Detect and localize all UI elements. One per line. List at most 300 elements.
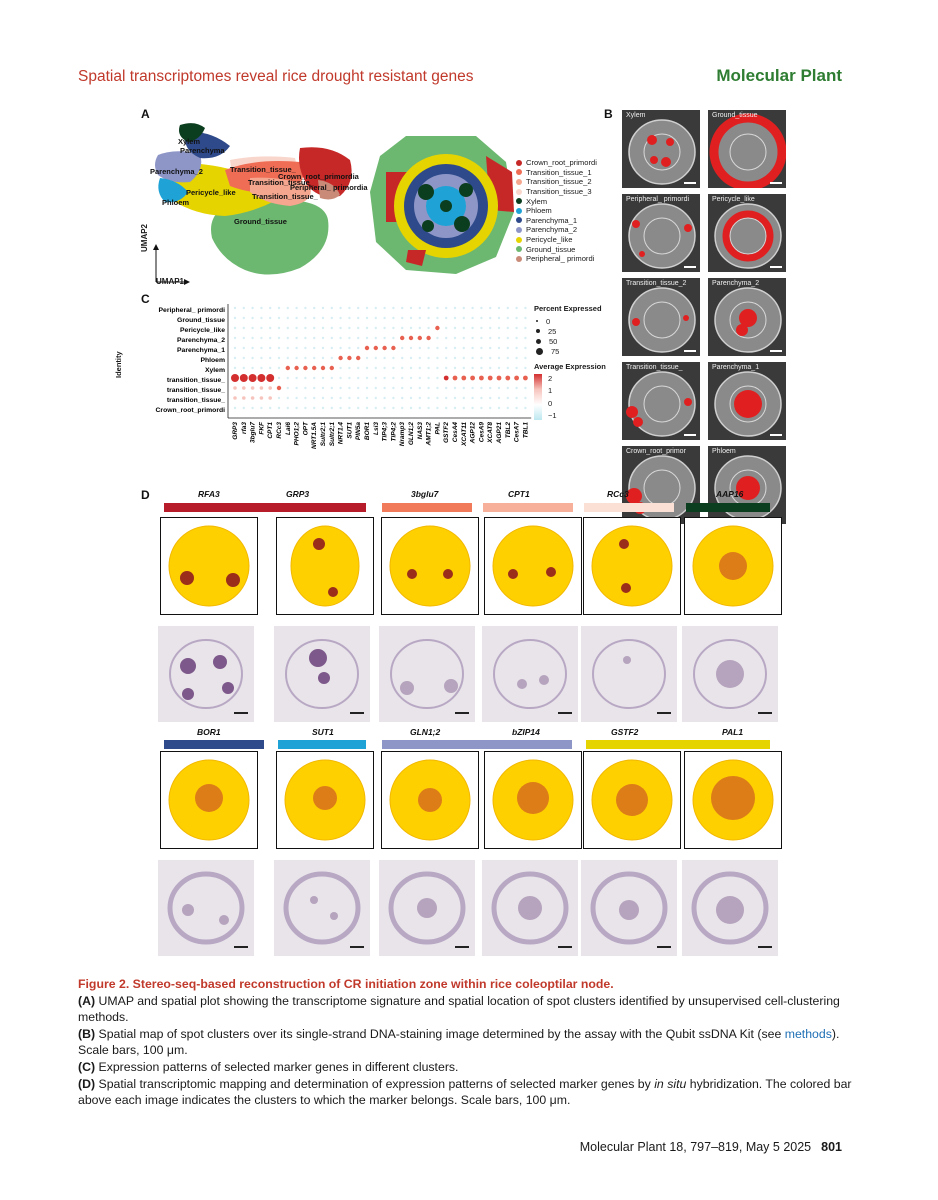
dotplot-dot xyxy=(348,387,350,389)
dotplot-dot xyxy=(418,336,422,340)
dotplot-dot xyxy=(322,347,324,349)
dotplot-dot xyxy=(427,397,429,399)
dotplot-dot xyxy=(304,387,306,389)
dotplot-dot xyxy=(243,367,245,369)
dotplot-dot xyxy=(257,374,265,382)
dotplot-dot xyxy=(445,347,447,349)
dotplot-dot xyxy=(471,397,473,399)
dotplot-dot xyxy=(471,317,473,319)
dotplot-dot xyxy=(497,376,502,381)
dotplot-dot xyxy=(515,337,517,339)
dotplot-row-label: Phloem xyxy=(200,357,225,364)
dotplot-dot xyxy=(365,346,369,350)
dotplot-dot xyxy=(366,317,368,319)
dotplot-dot xyxy=(313,377,315,379)
dotplot-dot xyxy=(463,307,465,309)
dotplot-gene-label: NRT1.4 xyxy=(337,422,345,445)
dotplot-dot xyxy=(322,357,324,359)
legend-swatch xyxy=(516,237,522,243)
dotplot-dot xyxy=(251,396,255,400)
umap-label-ground: Ground_tissue xyxy=(234,217,287,226)
dotplot-dot xyxy=(401,367,403,369)
scale-bar xyxy=(684,350,696,352)
dotplot-dot xyxy=(278,367,280,369)
color-legend-title: Average Expression xyxy=(534,362,606,371)
spatial-expression-map xyxy=(381,751,479,849)
overlay-tile-label: Crown_root_primor xyxy=(626,448,686,455)
dotplot-dot xyxy=(427,347,429,349)
dotplot-dot xyxy=(524,357,526,359)
dotplot-dot xyxy=(339,407,341,409)
dotplot-dot xyxy=(471,347,473,349)
legend-item xyxy=(516,216,616,226)
dotplot-dot xyxy=(357,367,359,369)
in-situ-hybridization-image xyxy=(482,860,578,956)
dotplot-dot xyxy=(436,367,438,369)
legend-label: Phloem xyxy=(526,206,552,216)
legend-label: Xylem xyxy=(526,196,548,206)
size-dot-0 xyxy=(536,320,538,322)
scale-bar xyxy=(684,182,696,184)
dotplot-dot xyxy=(313,397,315,399)
caption-c: (C) Expression patterns of selected marker genes in different clusters. xyxy=(78,1060,459,1075)
dotplot-dot xyxy=(392,337,394,339)
dotplot-dot xyxy=(251,347,253,349)
dotplot-dot xyxy=(480,347,482,349)
dotplot-dot xyxy=(410,407,412,409)
dotplot-dot xyxy=(303,366,307,370)
dotplot-dot xyxy=(401,387,403,389)
dotplot-gene-label: BOR1 xyxy=(364,422,371,441)
dotplot-dot xyxy=(454,327,456,329)
overlay-image xyxy=(708,446,786,524)
cluster-legend xyxy=(516,158,616,264)
cluster-overlay-tile xyxy=(708,194,786,272)
dotplot-dot xyxy=(278,307,280,309)
dotplot-dot xyxy=(505,376,510,381)
dotplot-dot xyxy=(357,397,359,399)
legend-label: Parenchyma_2 xyxy=(526,225,578,235)
dotplot-dot xyxy=(419,367,421,369)
dotplot-dot xyxy=(313,407,315,409)
dotplot-gene-label: Sultr2;1 xyxy=(328,422,336,447)
dotplot-dot xyxy=(454,407,456,409)
dotplot-dot xyxy=(401,327,403,329)
dotplot-gene-label: TIP4;2 xyxy=(390,422,398,442)
dotplot-gene-label: Lsi3 xyxy=(372,422,380,436)
dotplot-dot xyxy=(445,357,447,359)
umap-label-parenchyma: Parenchyma xyxy=(180,146,225,155)
dotplot-dot xyxy=(383,307,385,309)
dotplot-dot xyxy=(278,317,280,319)
dotplot-dot xyxy=(375,307,377,309)
legend-label: Crown_root_primordi xyxy=(526,158,597,168)
scale-bar xyxy=(455,712,469,714)
dotplot-dot xyxy=(436,377,438,379)
dotplot-dot xyxy=(366,337,368,339)
legend-label: Peripheral_ primordi xyxy=(526,254,595,264)
dotplot-dot xyxy=(427,317,429,319)
dotplot-dot xyxy=(304,397,306,399)
dotplot-dot xyxy=(391,346,395,350)
dotplot-gene-label: CesA9 xyxy=(478,422,486,443)
overlay-tile-label: Parenchyma_2 xyxy=(712,280,760,287)
dotplot-dot xyxy=(498,317,500,319)
dotplot-dot xyxy=(445,397,447,399)
caption-title: Figure 2. Stereo-seq-based reconstruction of CR initiation zone within rice coleoptilar node. xyxy=(78,977,614,991)
dotplot-gene-label: Sultr2;1 xyxy=(320,422,327,447)
dotplot-dot xyxy=(507,397,509,399)
caption-d: (D) Spatial transcriptomic mapping and determination of expression patterns of selected marker genes by in situ hybridization. The colored bar above each image indicates the clusters to which the marker belongs. Scale bars, 100 μm. xyxy=(78,1077,852,1107)
dotplot-dot xyxy=(498,327,500,329)
cluster-color-bar xyxy=(278,740,366,749)
dotplot-dot xyxy=(348,407,350,409)
dotplot-dot xyxy=(251,327,253,329)
methods-link[interactable]: methods xyxy=(784,1027,832,1042)
dotplot-dot xyxy=(375,367,377,369)
dotplot-dot xyxy=(269,407,271,409)
dotplot-dot xyxy=(427,357,429,359)
dotplot-dot xyxy=(419,387,421,389)
spatial-expression-map xyxy=(276,751,374,849)
in-situ-hybridization-image xyxy=(379,626,475,722)
dotplot-dot xyxy=(454,307,456,309)
dotplot-dot xyxy=(524,307,526,309)
dotplot-dot xyxy=(419,327,421,329)
gene-label: CPT1 xyxy=(508,489,530,499)
dotplot-dot xyxy=(454,317,456,319)
legend-swatch xyxy=(516,217,522,223)
dotplot-dot xyxy=(287,377,289,379)
legend-swatch xyxy=(516,198,522,204)
dotplot-dot xyxy=(322,337,324,339)
dotplot-dot xyxy=(392,397,394,399)
dotplot-dot xyxy=(231,374,239,382)
gene-label: GSTF2 xyxy=(611,727,639,737)
dotplot-dot xyxy=(312,366,316,370)
legend-swatch xyxy=(516,169,522,175)
scale-bar xyxy=(758,712,772,714)
umap-label-xylem: Xylem xyxy=(178,137,201,146)
cluster-color-bar xyxy=(483,503,573,512)
dotplot-dot xyxy=(401,407,403,409)
dotplot-dot xyxy=(287,307,289,309)
dotplot-dot xyxy=(322,317,324,319)
dotplot-dot xyxy=(331,387,333,389)
dotplot-dot xyxy=(269,327,271,329)
dotplot-y-title: Identity xyxy=(114,351,123,378)
overlay-image xyxy=(708,278,786,356)
legend-label: Ground_tissue xyxy=(526,244,576,254)
dotplot-dot xyxy=(463,407,465,409)
dotplot-dot xyxy=(268,396,272,400)
dotplot-dot xyxy=(401,377,403,379)
gene-label: AAP16 xyxy=(716,489,744,499)
dotplot-dot xyxy=(295,317,297,319)
cluster-overlay-tile xyxy=(622,194,700,272)
dotplot-dot xyxy=(454,387,456,389)
dotplot-dot xyxy=(339,337,341,339)
scale-bar xyxy=(770,350,782,352)
dotplot-dot xyxy=(471,407,473,409)
overlay-image xyxy=(622,446,700,524)
dotplot-dot xyxy=(366,357,368,359)
dotplot-dot xyxy=(249,374,257,382)
dotplot-dot xyxy=(251,307,253,309)
dotplot-dot xyxy=(243,307,245,309)
dotplot-dot xyxy=(515,397,517,399)
dotplot-dot xyxy=(251,357,253,359)
dotplot-dot xyxy=(463,327,465,329)
dotplot-dot xyxy=(240,374,248,382)
dotplot-dot xyxy=(322,327,324,329)
legend-item xyxy=(516,254,616,264)
dotplot-dot xyxy=(304,327,306,329)
dotplot-dot xyxy=(489,397,491,399)
size-label-0: 0 xyxy=(546,316,551,326)
dotplot-gene-label: FKF xyxy=(258,422,266,435)
dotplot-dot xyxy=(331,357,333,359)
legend-item xyxy=(516,235,616,245)
overlay-image xyxy=(622,194,700,272)
dotplot-dot xyxy=(233,386,237,390)
dotplot-dot xyxy=(339,327,341,329)
size-dot-75 xyxy=(536,348,543,355)
dotplot-dot xyxy=(400,336,404,340)
dotplot-dot xyxy=(507,347,509,349)
dotplot-dot xyxy=(524,337,526,339)
dotplot-dot xyxy=(339,317,341,319)
in-situ-hybridization-image xyxy=(581,626,677,722)
overlay-image xyxy=(708,362,786,440)
dotplot-dot xyxy=(392,387,394,389)
dotplot-dot xyxy=(287,407,289,409)
dotplot-dot xyxy=(471,307,473,309)
color-label-neg1: −1 xyxy=(548,410,557,420)
dotplot-dot xyxy=(454,397,456,399)
dotplot-dot xyxy=(401,397,403,399)
marker-dotplot xyxy=(150,300,540,460)
size-label-50: 50 xyxy=(549,336,558,346)
legend-item xyxy=(516,168,616,178)
dotplot-dot xyxy=(383,317,385,319)
dotplot-dot xyxy=(498,407,500,409)
dotplot-dot xyxy=(313,387,315,389)
legend-swatch xyxy=(516,256,522,262)
overlay-image xyxy=(708,194,786,272)
dotplot-dot xyxy=(260,347,262,349)
dotplot-dot xyxy=(436,407,438,409)
dotplot-dot xyxy=(260,307,262,309)
dotplot-dot xyxy=(269,307,271,309)
running-title: Spatial transcriptomes reveal rice drought resistant genes xyxy=(78,68,474,85)
cluster-color-bar xyxy=(686,503,770,512)
dotplot-dot xyxy=(489,337,491,339)
dotplot-dot xyxy=(313,317,315,319)
dotplot-dot xyxy=(445,307,447,309)
dotplot-dot xyxy=(461,376,466,381)
overlay-tile-label: Parenchyma_1 xyxy=(712,364,760,371)
dotplot-dot xyxy=(234,307,236,309)
dotplot-dot xyxy=(489,317,491,319)
dotplot-dot xyxy=(498,357,500,359)
legend-swatch xyxy=(516,227,522,233)
gene-label: SUT1 xyxy=(312,727,334,737)
in-situ-hybridization-image xyxy=(682,626,778,722)
legend-item xyxy=(516,225,616,235)
dotplot-dot xyxy=(382,346,386,350)
dotplot-gene-label: rfa3 xyxy=(240,422,248,434)
dotplot-dot xyxy=(366,387,368,389)
dotplot-gene-label: GRP3 xyxy=(232,422,239,440)
dotplot-dot xyxy=(295,337,297,339)
dotplot-dot xyxy=(515,317,517,319)
dotplot-dot xyxy=(427,387,429,389)
dotplot-dot xyxy=(287,387,289,389)
dotplot-dot xyxy=(524,387,526,389)
panel-letter-a: A xyxy=(141,107,150,121)
dotplot-dot xyxy=(251,386,255,390)
dotplot-dot xyxy=(251,317,253,319)
in-situ-hybridization-image xyxy=(274,626,370,722)
dotplot-dot xyxy=(524,367,526,369)
dotplot-row-label: Parenchyma_2 xyxy=(177,337,225,344)
dotplot-dot xyxy=(375,337,377,339)
scale-bar xyxy=(350,712,364,714)
dotplot-dot xyxy=(375,317,377,319)
dotplot-dot xyxy=(524,347,526,349)
spatial-expression-map xyxy=(160,751,258,849)
dotplot-dot xyxy=(268,386,272,390)
dotplot-dot xyxy=(410,367,412,369)
scale-bar xyxy=(770,434,782,436)
dotplot-dot xyxy=(339,397,341,399)
dotplot-dot xyxy=(479,376,484,381)
dotplot-dot xyxy=(287,317,289,319)
dotplot-row-label: transition_tissue_ xyxy=(166,377,225,384)
panel-letter-b: B xyxy=(604,107,613,121)
cluster-overlay-tile xyxy=(708,110,786,188)
dotplot-dot xyxy=(436,347,438,349)
scale-bar xyxy=(558,946,572,948)
spatial-cluster-svg xyxy=(366,132,518,277)
cluster-color-bar xyxy=(382,740,572,749)
size-label-75: 75 xyxy=(551,346,560,356)
umap-label-pericycle: Pericycle_like xyxy=(186,188,236,197)
dotplot-dot xyxy=(322,387,324,389)
size-legend-title: Percent Expressed xyxy=(534,304,602,313)
dotplot-dot xyxy=(348,397,350,399)
dotplot-dot xyxy=(234,357,236,359)
overlay-image xyxy=(708,110,786,188)
dotplot-dot xyxy=(331,327,333,329)
umap-label-peripheral: Peripheral_ primordia xyxy=(290,183,368,192)
gene-label: GLN1;2 xyxy=(410,727,441,737)
dotplot-dot xyxy=(419,307,421,309)
dotplot-dot xyxy=(507,307,509,309)
dotplot-dot xyxy=(339,377,341,379)
dotplot-dot xyxy=(480,327,482,329)
dotplot-gene-label: TBL2 xyxy=(504,422,512,439)
dotplot-dot xyxy=(463,357,465,359)
scale-bar xyxy=(684,434,696,436)
legend-swatch xyxy=(516,160,522,166)
dotplot-gene-label: PIN5a xyxy=(355,422,363,441)
dotplot-dot xyxy=(234,347,236,349)
page-footer xyxy=(580,1140,842,1154)
dotplot-dot xyxy=(383,377,385,379)
dotplot-gene-label: AGP21 xyxy=(496,422,503,444)
dotplot-dot xyxy=(498,367,500,369)
spatial-expression-map xyxy=(484,751,582,849)
dotplot-dot xyxy=(304,317,306,319)
dotplot-dot xyxy=(234,367,236,369)
dotplot-dot xyxy=(383,387,385,389)
scale-bar xyxy=(234,712,248,714)
dotplot-dot xyxy=(515,407,517,409)
dotplot-dot xyxy=(357,407,359,409)
dotplot-dot xyxy=(463,397,465,399)
dotplot-dot xyxy=(339,367,341,369)
dotplot-dot xyxy=(357,317,359,319)
dotplot-dot xyxy=(454,357,456,359)
dotplot-dot xyxy=(375,407,377,409)
dotplot-dot xyxy=(338,356,342,360)
cluster-overlay-tile xyxy=(708,362,786,440)
dotplot-dot xyxy=(304,347,306,349)
dotplot-dot xyxy=(471,357,473,359)
dotplot-dot xyxy=(260,386,264,390)
dotplot-dot xyxy=(295,307,297,309)
scale-bar xyxy=(455,946,469,948)
dotplot-dot xyxy=(366,377,368,379)
dotplot-dot xyxy=(436,317,438,319)
gene-label: RFA3 xyxy=(198,489,220,499)
dotplot-dot xyxy=(295,327,297,329)
legend-swatch xyxy=(516,189,522,195)
umap-x-label: UMAP1 xyxy=(156,277,185,286)
dotplot-dot xyxy=(471,327,473,329)
dotplot-dot xyxy=(507,317,509,319)
dotplot-dot xyxy=(269,357,271,359)
dotplot-legend xyxy=(534,304,614,420)
dotplot-dot xyxy=(507,407,509,409)
dotplot-dot xyxy=(410,387,412,389)
dotplot-dot xyxy=(260,317,262,319)
dotplot-dot xyxy=(304,337,306,339)
dotplot-dot xyxy=(401,357,403,359)
dotplot-dot xyxy=(515,387,517,389)
dotplot-dot xyxy=(445,367,447,369)
dotplot-row-label: Crown_root_primordi xyxy=(155,407,225,414)
dotplot-dot xyxy=(436,357,438,359)
dotplot-dot xyxy=(401,317,403,319)
figure-caption xyxy=(78,977,858,1110)
color-label-0: 0 xyxy=(548,398,553,408)
dotplot-dot xyxy=(471,367,473,369)
cluster-color-bar xyxy=(586,740,770,749)
legend-swatch xyxy=(516,179,522,185)
gene-label: BOR1 xyxy=(197,727,221,737)
dotplot-dot xyxy=(410,397,412,399)
dotplot-dot xyxy=(278,357,280,359)
dotplot-dot xyxy=(375,357,377,359)
dotplot-dot xyxy=(489,327,491,329)
dotplot-dot xyxy=(348,337,350,339)
dotplot-dot xyxy=(463,337,465,339)
in-situ-hybridization-image xyxy=(379,860,475,956)
dotplot-dot xyxy=(489,347,491,349)
